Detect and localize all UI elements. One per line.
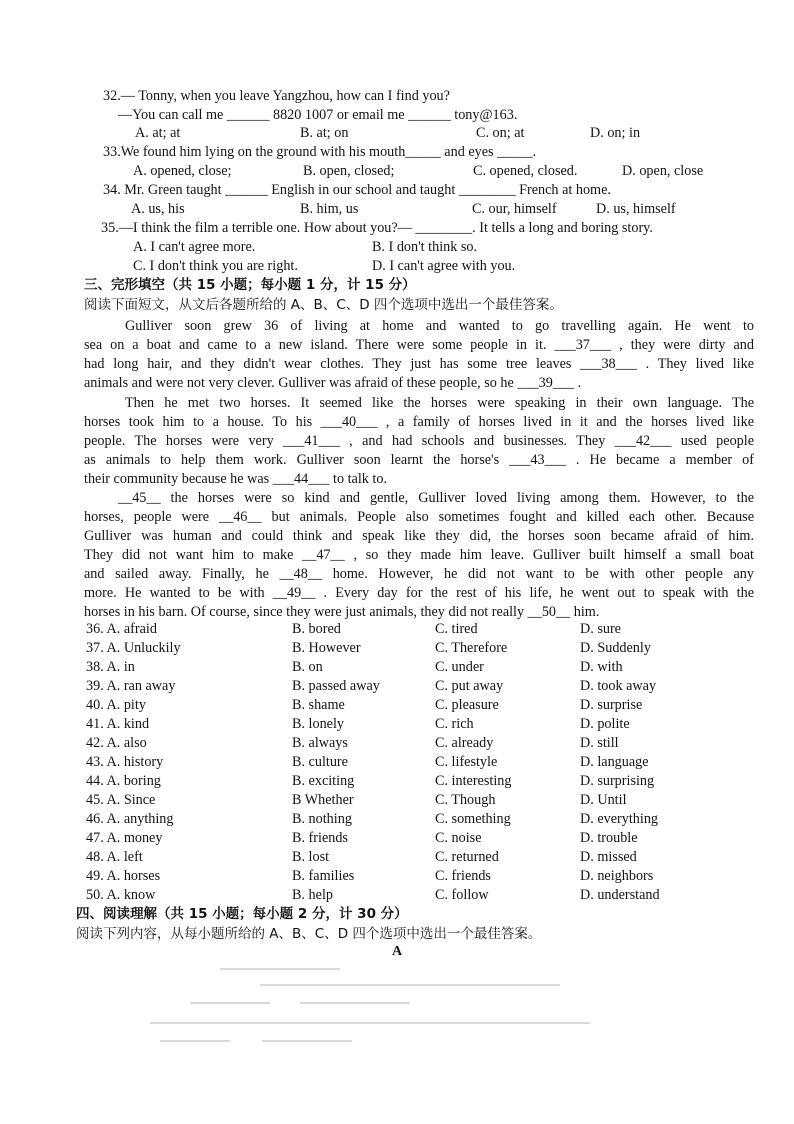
cloze-option: C. tired [435,621,478,637]
question-32-response: —You can call me ______ 8820 1007 or email me ______ tony@163. [118,107,518,123]
cloze-option: 47. A. money [86,830,163,846]
section-3-heading: 三、完形填空（共 15 小题；每小题 1 分，计 15 分） [84,277,416,293]
cloze-option: C. put away [435,678,504,694]
cloze-option: 36. A. afraid [86,621,157,637]
passage-line: __45__ the horses were so kind and gentle, Gulliver loved living among them. However, to the [118,490,754,506]
cloze-option: B. However [292,640,361,656]
cloze-option: B. culture [292,754,348,770]
question-35-option-d: D. I can't agree with you. [372,258,516,274]
cloze-option: D. missed [580,849,637,865]
question-34-option-c: C. our, himself [472,201,557,217]
question-33-option-c: C. opened, closed. [473,163,578,179]
passage-line: Then he met two horses. It seemed like the horses were speaking in their own language. The [125,395,754,411]
cloze-option: C. Therefore [435,640,508,656]
cloze-option: C. Though [435,792,496,808]
question-33-option-a: A. opened, close; [133,163,232,179]
question-34-option-a: A. us, his [131,201,185,217]
cloze-option: 48. A. left [86,849,143,865]
passage-line: as animals to help them work. Gulliver soon learnt the horse's ___43___ . He became a member of [84,452,754,468]
cloze-option: 49. A. horses [86,868,161,884]
passage-line: their community because he was ___44___ to talk to. [84,471,387,487]
cloze-option: 46. A. anything [86,811,174,827]
cloze-option: D. with [580,659,623,675]
cloze-option: 43. A. history [86,754,164,770]
cloze-option: 42. A. also [86,735,147,751]
cloze-option: D. language [580,754,649,770]
question-33-stem: 33.We found him lying on the ground with his mouth_____ and eyes _____. [103,144,537,160]
cloze-option: C. follow [435,887,489,903]
passage-line: sea on a boat and came to a new island. There were some people in it. ___37___ , they were dirty and [84,337,754,353]
cloze-option: B. bored [292,621,341,637]
question-32-option-c: C. on; at [476,125,525,141]
cloze-option: D. polite [580,716,630,732]
question-35-option-c: C. I don't think you are right. [133,258,298,274]
cloze-option: C. returned [435,849,499,865]
question-32-option-a: A. at; at [135,125,181,141]
question-35-option-b: B. I don't think so. [372,239,478,255]
cloze-option: 45. A. Since [86,792,156,808]
cloze-option: D. neighbors [580,868,654,884]
section-4-heading: 四、阅读理解（共 15 小题；每小题 2 分，计 30 分） [76,906,408,922]
cloze-option: B. friends [292,830,348,846]
cloze-option: 40. A. pity [86,697,146,713]
passage-line: had long hair, and they didn't wear clothes. They just has some tree leaves ___38___ . They lived like [84,356,754,372]
cloze-option: D. trouble [580,830,638,846]
cloze-option: D. surprising [580,773,655,789]
cloze-option: 38. A. in [86,659,135,675]
cloze-option: B. lonely [292,716,345,732]
cloze-option: D. understand [580,887,660,903]
cloze-option: B. lost [292,849,330,865]
cloze-option: D. took away [580,678,657,694]
cloze-option: 41. A. kind [86,716,150,732]
cloze-option: C. rich [435,716,474,732]
passage-line: horses in his barn. Of course, since they were just animals, they did not really __50__ him. [84,604,600,620]
passage-line: Gulliver soon grew 36 of living at home and wanted to go travelling again. He went to [125,318,754,334]
cloze-option: C. already [435,735,494,751]
cloze-option: D. Suddenly [580,640,651,656]
cloze-option: B Whether [292,792,354,808]
cloze-option: B. passed away [292,678,380,694]
scan-smudge [260,984,560,986]
question-35-stem: 35.—I think the film a terrible one. How about you?— ________. It tells a long and boring story. [101,220,653,236]
cloze-option: D. Until [580,792,627,808]
scan-smudge [190,1002,270,1004]
question-35-option-a: A. I can't agree more. [133,239,256,255]
scan-smudge [300,1002,410,1004]
cloze-option: 50. A. know [86,887,156,903]
passage-line: horses, people were __46__ but animals. People also sometimes fought and killed each other. Because [84,509,754,525]
cloze-option: B. nothing [292,811,352,827]
reading-part-label: A [391,944,403,959]
cloze-option: B. exciting [292,773,355,789]
question-34-option-b: B. him, us [300,201,359,217]
passage-line: They did not want him to make __47__ , so they made him leave. Gulliver built himself a small boat [84,547,754,563]
scan-smudge [160,1040,230,1042]
scan-smudge [220,968,340,970]
cloze-option: C. interesting [435,773,512,789]
question-32-option-b: B. at; on [300,125,349,141]
passage-line: people. The horses were very ___41___ , and had schools and businesses. They ___42___ used people [84,433,754,449]
question-34-option-d: D. us, himself [596,201,676,217]
scan-smudge [262,1040,352,1042]
cloze-option: 39. A. ran away [86,678,176,694]
cloze-option: D. everything [580,811,659,827]
cloze-option: B. help [292,887,333,903]
question-33-option-b: B. open, closed; [303,163,395,179]
cloze-option: C. under [435,659,484,675]
cloze-option: B. always [292,735,348,751]
passage-line: animals and were not very clever. Gulliver was afraid of these people, so he ___39___ . [84,375,582,391]
passage-line: more. He wanted to be with __49__ . Every day for the rest of his life, he went out to speak with the [84,585,754,601]
cloze-option: 44. A. boring [86,773,161,789]
question-33-option-d: D. open, close [622,163,704,179]
cloze-option: D. surprise [580,697,643,713]
scan-smudge [150,1022,590,1024]
cloze-option: C. lifestyle [435,754,498,770]
question-32-option-d: D. on; in [590,125,641,141]
cloze-option: B. shame [292,697,345,713]
cloze-option: C. noise [435,830,482,846]
question-34-stem: 34. Mr. Green taught ______ English in our school and taught ________ French at home. [103,182,611,198]
cloze-option: C. friends [435,868,491,884]
cloze-option: C. something [435,811,511,827]
passage-line: horses took him to a house. To his ___40___ , a family of horses lived in it and the horses lived like [84,414,754,430]
passage-line: and sailed away. Finally, he __48__ home. However, he did not want to be with other people any [84,566,754,582]
passage-line: Gulliver was human and could think and speak like they did, the horses soon became afraid of him. [84,528,754,544]
cloze-option: C. pleasure [435,697,499,713]
section-3-instruction: 阅读下面短文，从文后各题所给的 A、B、C、D 四个选项中选出一个最佳答案。 [84,297,563,313]
cloze-option: D. still [580,735,619,751]
section-4-instruction: 阅读下列内容，从每小题所给的 A、B、C、D 四个选项中选出一个最佳答案。 [76,926,542,942]
cloze-option: B. families [292,868,355,884]
cloze-option: D. sure [580,621,621,637]
cloze-option: B. on [292,659,323,675]
cloze-option: 37. A. Unluckily [86,640,181,656]
question-32-stem: 32.— Tonny, when you leave Yangzhou, how can I find you? [103,88,450,104]
